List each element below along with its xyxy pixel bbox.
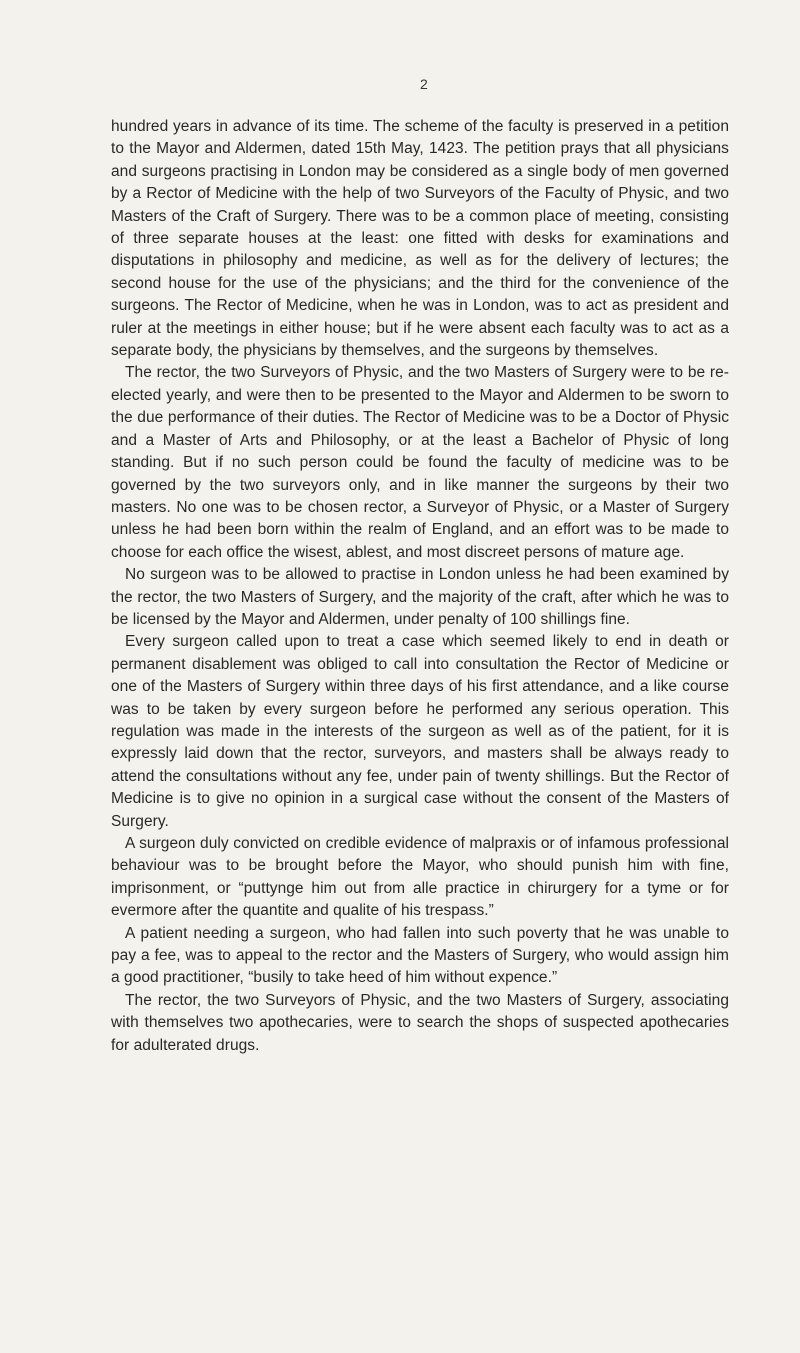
body-text — [111, 116, 729, 1057]
paragraph-5: A surgeon duly convicted on credible evidence of malpraxis or of infamous professional behaviour was to be brought before the Mayor, who should punish him with fine, imprisonment, or “puttynge him out from alle practice in chirurgery for a tyme or for evermore after the quantite and qualite of his trespass.” — [111, 835, 729, 920]
paragraph-6: A patient needing a surgeon, who had fallen into such poverty that he was unable to pay a fee, was to appeal to the rector and the Masters of Surgery, who would assign him a good practitioner, “busily to take heed of him without expence.” — [111, 924, 729, 987]
paragraph-7: The rector, the two Surveyors of Physic, and the two Masters of Surgery, associating with themselves two apothecaries, were to search the shops of suspected apothecaries for adulterated drugs. — [111, 991, 729, 1054]
paragraph-3: No surgeon was to be allowed to practise in London unless he had been examined by the rector, the two Masters of Surgery, and the majority of the craft, after which he was to be licensed by the Mayor and Aldermen, under penalty of 100 shillings fine. — [111, 566, 729, 628]
paragraph-2: The rector, the two Surveyors of Physic, and the two Masters of Surgery were to be re-elected yearly, and were then to be presented to the Mayor and Aldermen to be sworn to the due performance of their duties. The Rector of Medicine was to be a Doctor of Physic and a Master of Arts and Philosophy, or at the least a Bachelor of Physic of long standing. But if no such person could be found the faculty of medicine was to be governed by the two surveyors only, and in like manner the surgeons by their two masters. No one was to be chosen rector, a Surveyor of Physic, or a Master of Surgery unless he had been born within the realm of England, and an effort was to be made to choose for each office the wisest, ablest, and most discreet persons of mature age. — [111, 364, 729, 561]
page-number: 2 — [420, 76, 428, 92]
paragraph-1: hundred years in advance of its time. The scheme of the faculty is preserved in a petition to the Mayor and Aldermen, dated 15th May, 1423. The petition prays that all physicians and surgeons practising in London may be considered as a single body of men governed by a Rector of Medicine with the help of two Surveyors of the Faculty of Physic, and two Masters of the Craft of Surgery. There was to be a common place of meeting, consisting of three separate houses at the least: one fitted with desks for examinations and disputations in philosophy and medicine, as well as for the delivery of lectures; the second house for the use of the physicians; and the third for the convenience of the surgeons. The Rector of Medicine, when he was in London, was to act as president and ruler at the meetings in either house; but if he were absent each faculty was to act as a separate body, the physicians by themselves, and the surgeons by themselves. — [111, 118, 729, 360]
paragraph-4: Every surgeon called upon to treat a case which seemed likely to end in death or permanent disablement was obliged to call into consultation the Rector of Medicine or one of the Masters of Surgery within three days of his first attendance, and a like course was to be taken by every surgeon before he performed any serious operation. This regulation was made in the interests of the surgeon as well as of the patient, for it is expressly laid down that the rector, surveyors, and masters shall be always ready to attend the consultations without any fee, under pain of twenty shillings. But the Rector of Medicine is to give no opinion in a surgical case without the consent of the Masters of Surgery. — [111, 633, 729, 830]
